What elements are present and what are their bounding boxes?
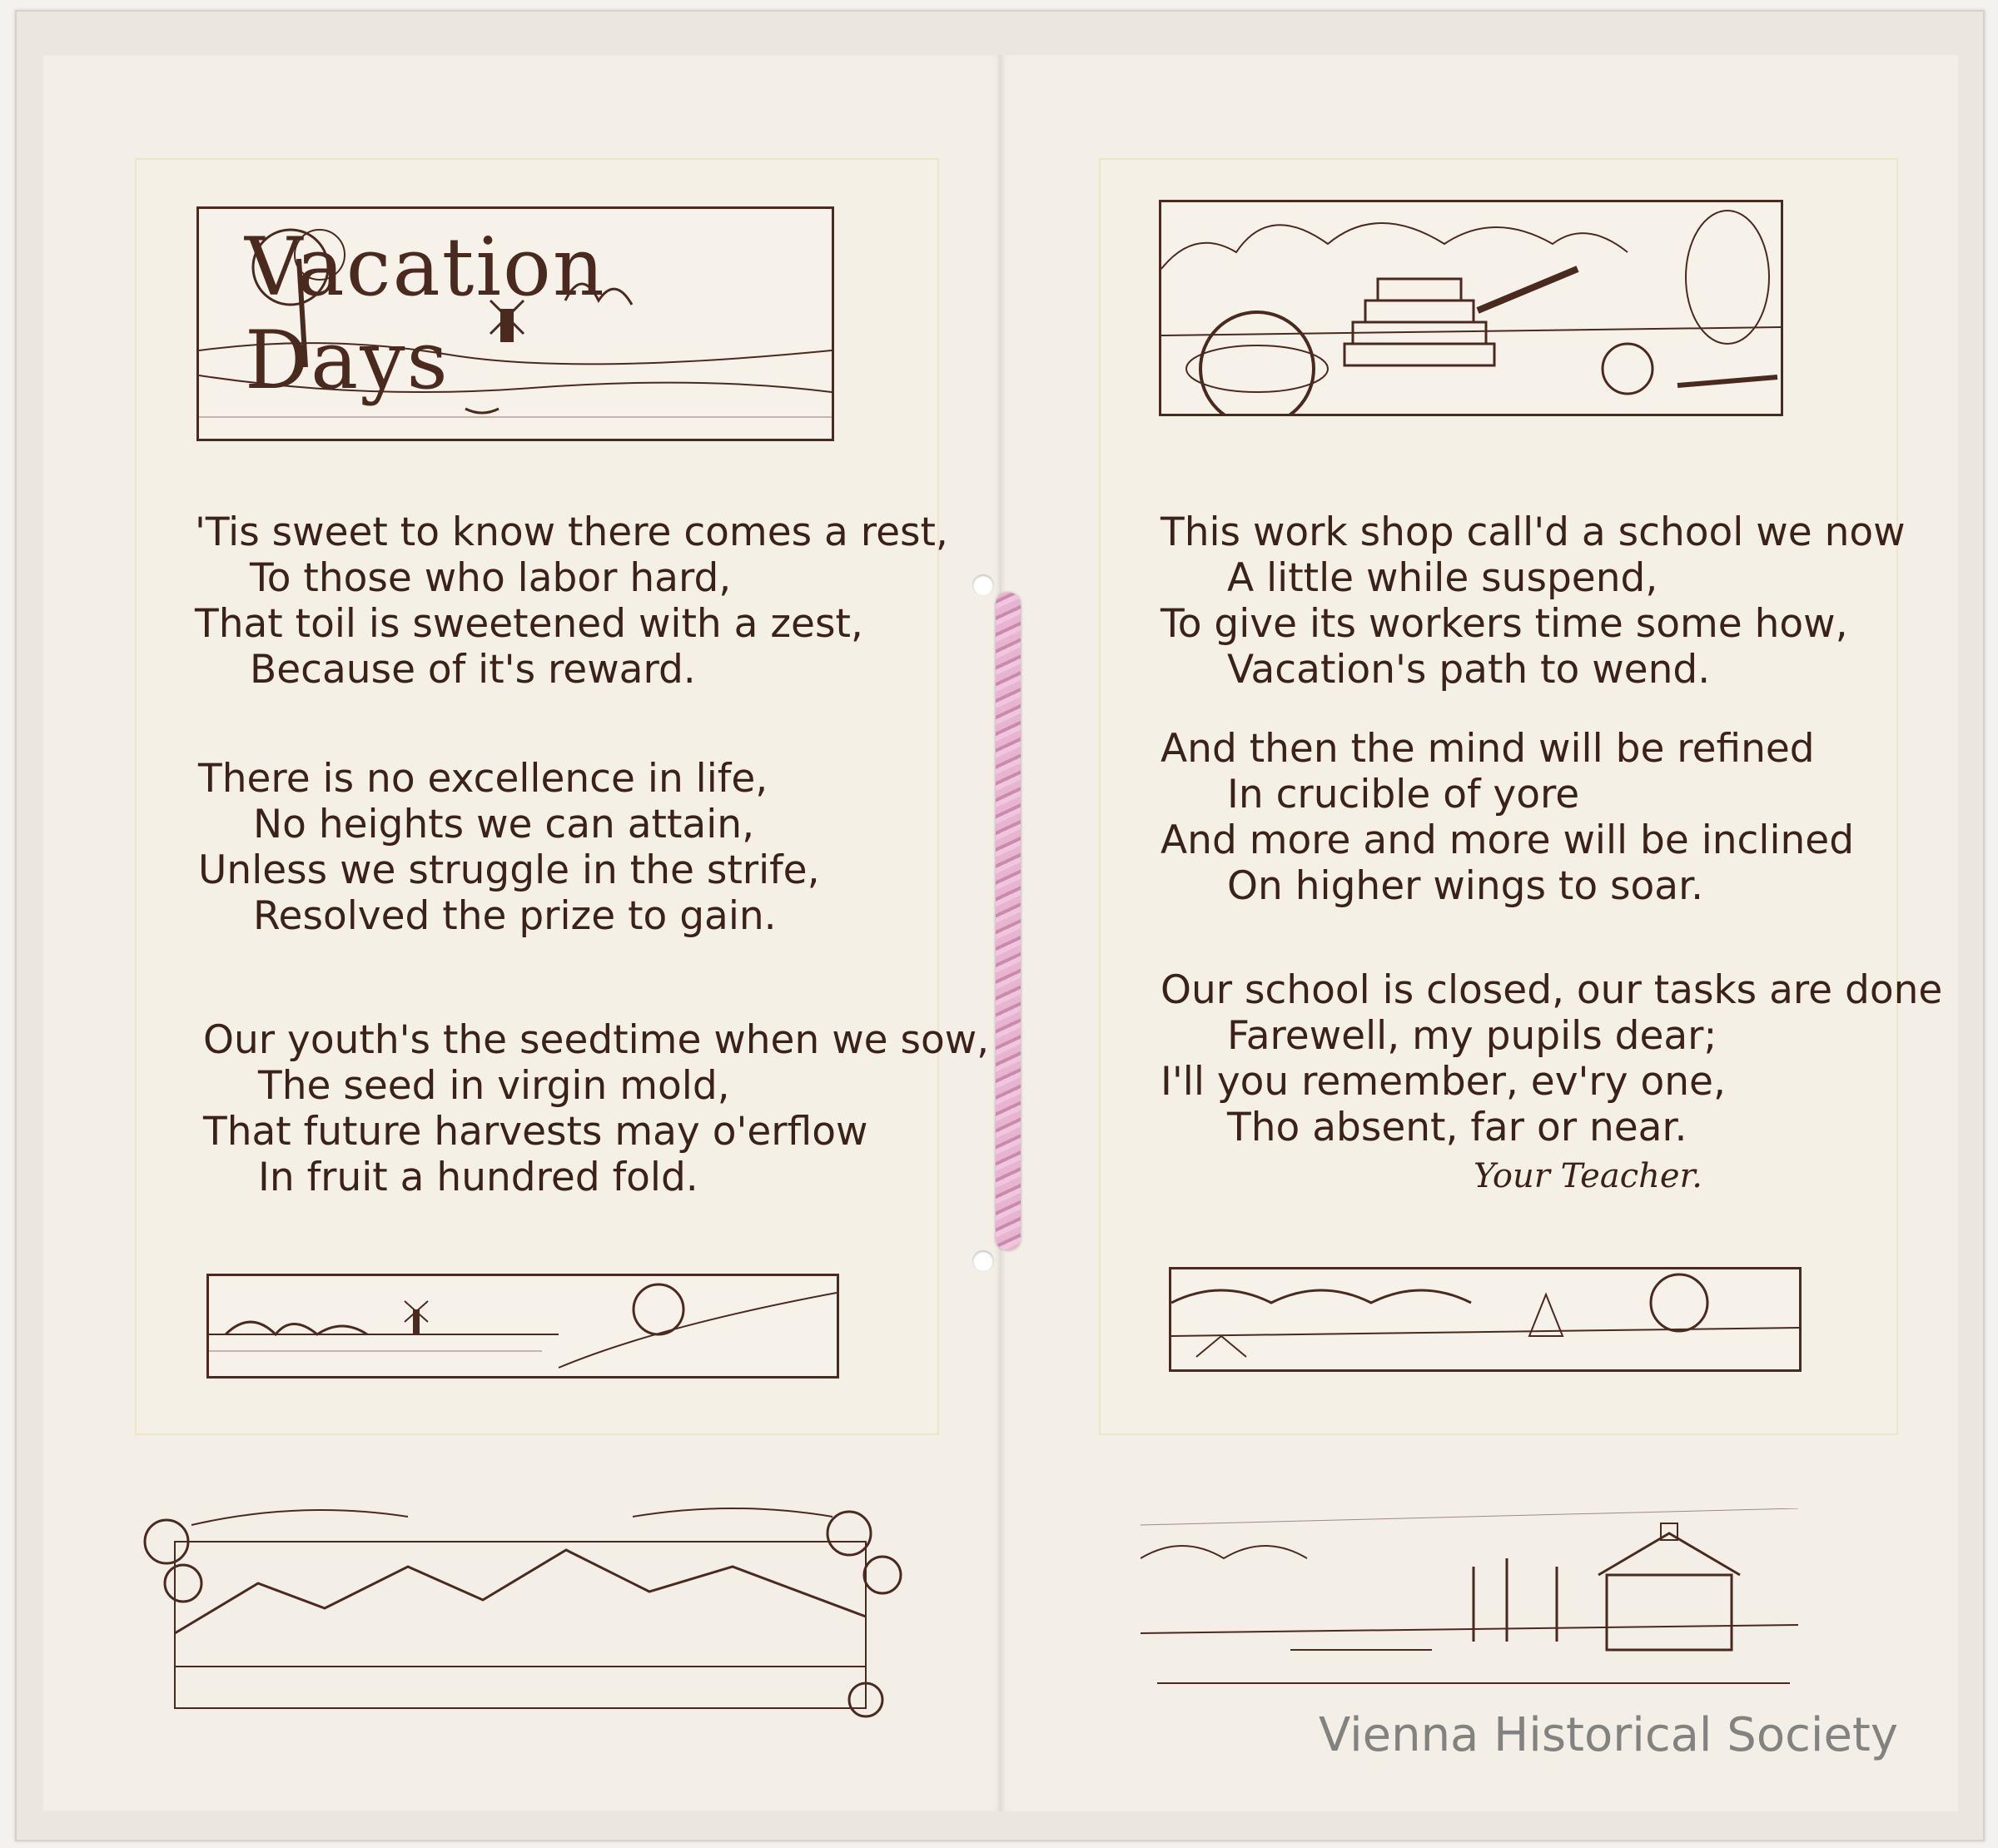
verse-line: On higher wings to soar.	[1227, 863, 1704, 909]
title-vignette	[196, 206, 834, 441]
verse-line: And then the mind will be refined	[1161, 726, 1815, 772]
mountains-bells-banner	[133, 1492, 916, 1726]
verse-line: A little while suspend,	[1227, 555, 1658, 601]
verse-line: Tho absent, far or near.	[1227, 1105, 1687, 1150]
right-stanza-1	[1161, 509, 1906, 693]
books-globe-telescope-illustration	[1161, 202, 1781, 414]
right-stanza-3	[1161, 967, 1942, 1150]
left-stanza-3	[203, 1017, 989, 1200]
verse-line: And more and more will be inclined	[1161, 817, 1855, 863]
school-supplies-vignette	[1159, 200, 1783, 416]
binding-hole-bottom	[972, 1250, 994, 1272]
verse-line: Our youth's the seedtime when we sow,	[203, 1017, 990, 1063]
teacher-signature: Your Teacher.	[1474, 1157, 1702, 1195]
schoolhouse-illustration	[1141, 1508, 1798, 1693]
river-sailboat-illustration	[1171, 1269, 1799, 1369]
verse-line: That future harvests may o'erflow	[203, 1109, 868, 1155]
verse-line: Vacation's path to wend.	[1227, 647, 1711, 693]
verse-line: To those who labor hard,	[250, 555, 732, 601]
verse-line: To give its workers time some how,	[1161, 601, 1848, 647]
watermark: Vienna Historical Society	[1318, 1708, 1898, 1762]
verse-line: Our school is closed, our tasks are done	[1161, 967, 1943, 1013]
verse-line: Resolved the prize to gain.	[253, 893, 777, 939]
river-windmill-illustration	[209, 1276, 837, 1376]
mountains-bells-illustration	[133, 1492, 916, 1726]
verse-line: The seed in virgin mold,	[258, 1063, 730, 1109]
verse-line: I'll you remember, ev'ry one,	[1161, 1059, 1726, 1105]
river-windmill-strip	[206, 1274, 839, 1379]
right-stanza-2	[1161, 726, 1854, 909]
river-sailboat-strip	[1169, 1267, 1802, 1372]
verse-line: That toil is sweetened with a zest,	[195, 601, 863, 647]
verse-line: In fruit a hundred fold.	[258, 1155, 698, 1200]
left-stanza-1	[195, 509, 948, 693]
binding-cord	[996, 593, 1021, 1250]
verse-line: Farewell, my pupils dear;	[1227, 1013, 1717, 1059]
verse-line: In crucible of yore	[1227, 772, 1580, 817]
schoolhouse-winter-scene	[1141, 1508, 1798, 1693]
verse-line: Because of it's reward.	[250, 647, 696, 693]
verse-line: There is no excellence in life,	[198, 756, 768, 802]
left-stanza-2	[198, 756, 820, 939]
page-title: Vacation Days	[245, 221, 606, 407]
verse-line: This work shop call'd a school we now	[1161, 509, 1906, 555]
verse-line: Unless we struggle in the strife,	[198, 847, 820, 893]
verse-line: 'Tis sweet to know there comes a rest,	[195, 509, 948, 555]
verse-line: No heights we can attain,	[253, 802, 755, 847]
binding-hole-top	[972, 574, 994, 596]
